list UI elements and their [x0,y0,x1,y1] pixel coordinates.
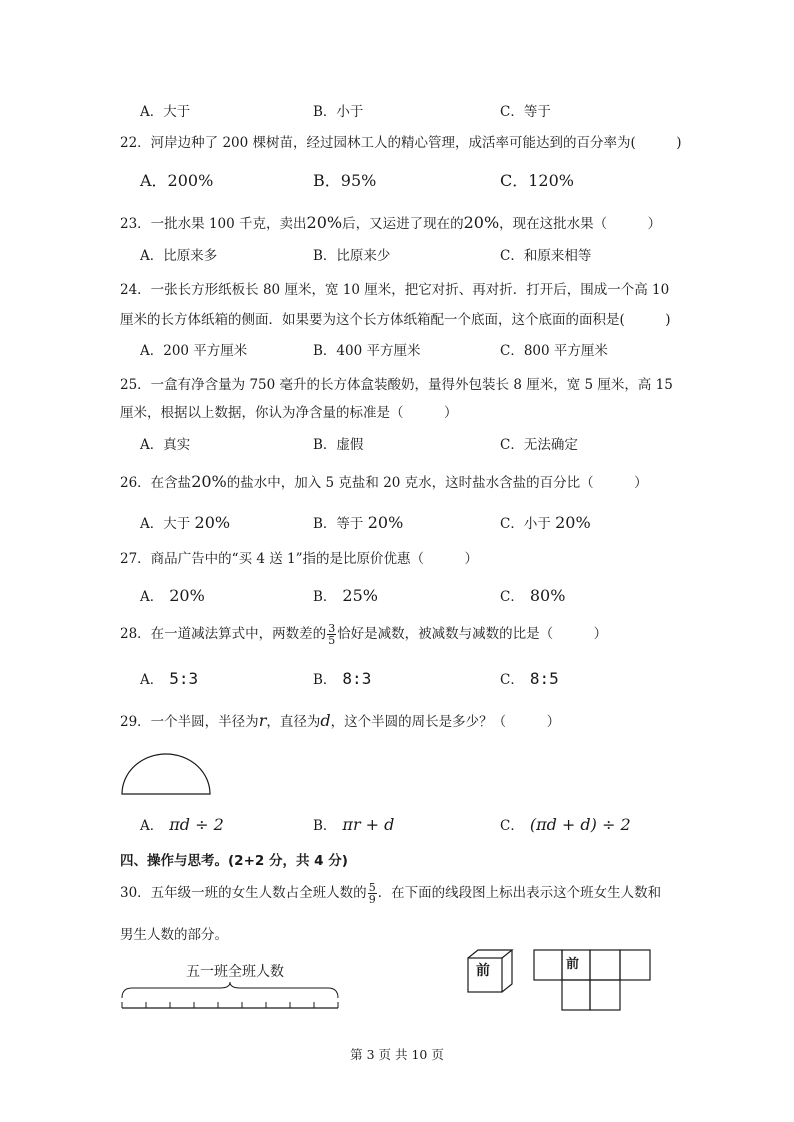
q27-stem: 27．商品广告中的“买 4 送 1”指的是比原价优惠（ ） [120,551,479,567]
cube-figure [466,948,518,994]
q30-fraction: $\frac{5}{9}$ [368,881,376,906]
q22-option-a: A．200% [140,171,214,190]
q23-option-b: B．比原来少 [313,248,391,264]
section-4-title: 四、操作与思考。(2+2 分，共 4 分) [120,853,348,869]
q24-option-a: A．200 平方厘米 [140,343,248,359]
q30-stem-line1: 30．五年级一班的女生人数占全班人数的 $\frac{5}{9}$ ．在下面的线段图上标出表示这个班女生人数和 [120,881,662,906]
segment-diagram-label: 五一班全班人数 [186,964,284,980]
q25-option-b: B．虚假 [313,437,364,453]
q21-option-a: A．大于 [140,104,191,120]
q29-option-c: C． (πd + d) ÷ 2 [500,815,631,834]
segment-diagram [120,984,342,1014]
q28-option-b: B． 8:3 [313,669,372,688]
net-front-label: 前 [566,957,580,972]
q27-option-b: B． 25% [313,586,378,605]
q22-option-b: B．95% [313,171,377,190]
q21-option-b: B．小于 [313,104,364,120]
cube-net-figure [532,948,656,1014]
q21-option-c: C．等于 [500,104,551,120]
q25-option-a: A．真实 [140,437,191,453]
q23-stem: 23．一批水果 100 千克，卖出20%后，又运进了现在的20%，现在这批水果（ ） [120,213,662,232]
q24-stem-line2: 厘米的长方体纸箱的侧面．如果要为这个长方体纸箱配一个底面，这个底面的面积是( ) [120,312,671,328]
q29-option-b: B． πr + d [313,815,395,834]
q26-option-b: B．等于 20% [313,513,404,532]
q28-stem: 28．在一道减法算式中，两数差的 $\frac{3}{5}$ 恰好是减数，被减数与减数的比是（ ） [120,622,608,647]
q24-option-c: C．800 平方厘米 [500,343,608,359]
q22-option-c: C．120% [500,171,574,190]
q30-stem-line2: 男生人数的部分。 [120,927,228,943]
q26-stem: 26．在含盐20%的盐水中，加入 5 克盐和 20 克水，这时盐水含盐的百分比（ ） [120,472,648,491]
q22-stem: 22．河岸边种了 200 棵树苗，经过园林工人的精心管理，成活率可能达到的百分率为( ) [120,135,682,151]
q29-stem: 29．一个半圆，半径为r，直径为d，这个半圆的周长是多少？（ ） [120,711,561,730]
q26-option-c: C．小于 20% [500,513,591,532]
q24-stem-line1: 24．一张长方形纸板长 80 厘米，宽 10 厘米，把它对折、再对折．打开后，围成一个高 10 [120,282,670,298]
page-footer: 第 3 页 共 10 页 [350,1047,444,1062]
q27-option-a: A． 20% [140,586,205,605]
cube-front-label: 前 [476,963,490,979]
q27-option-c: C． 80% [500,586,566,605]
q29-option-a: A． πd ÷ 2 [140,815,224,834]
q28-fraction: $\frac{3}{5}$ [328,622,336,647]
q24-option-b: B．400 平方厘米 [313,343,421,359]
q25-stem-line1: 25．一盒有净含量为 750 毫升的长方体盒装酸奶，量得外包装长 8 厘米，宽 5 厘米，高 15 [120,377,673,393]
semicircle-figure [120,752,212,796]
q28-option-c: C． 8:5 [500,669,559,688]
q25-stem-line2: 厘米，根据以上数据，你认为净含量的标准是（ ） [120,405,458,421]
q23-option-a: A．比原来多 [140,248,218,264]
q23-option-c: C．和原来相等 [500,248,592,264]
q25-option-c: C．无法确定 [500,437,578,453]
q26-option-a: A．大于 20% [140,513,231,532]
q28-option-a: A． 5:3 [140,669,199,688]
